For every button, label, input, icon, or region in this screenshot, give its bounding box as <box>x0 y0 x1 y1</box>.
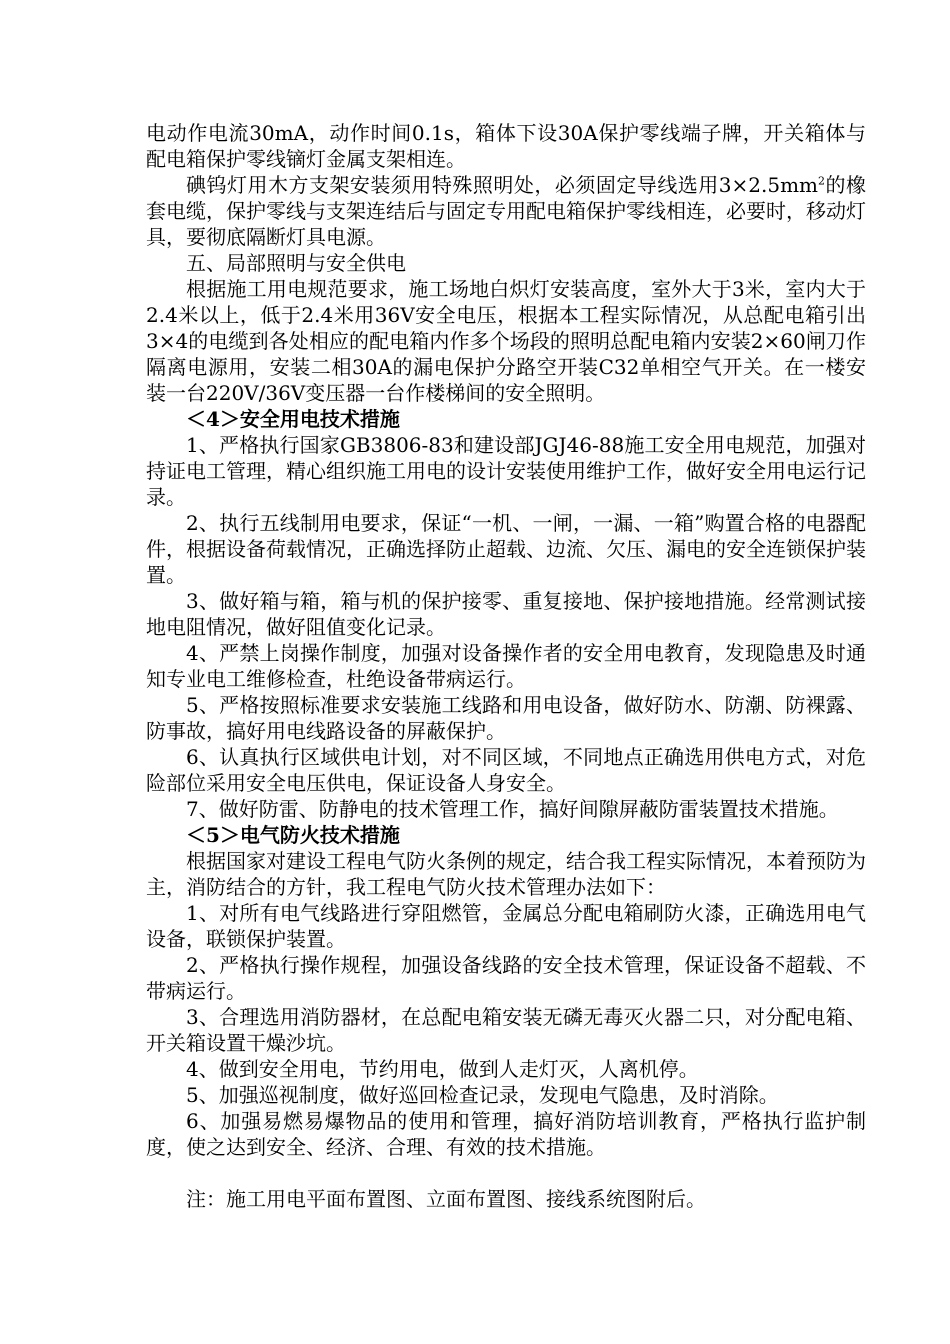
blank-line <box>146 1160 866 1186</box>
paragraph: 4、严禁上岗操作制度，加强对设备操作者的安全用电教育，发现隐患及时通知专业电工维修检查，杜绝设备带病运行。 <box>146 641 866 691</box>
paragraph-text: 的橡套电缆，保护零线与支架连结后与固定专用配电箱保护零线相连，必要时，移动灯具，要彻底隔断灯具电源。 <box>146 173 866 249</box>
superscript: 2 <box>818 174 826 188</box>
paragraph: 2、执行五线制用电要求，保证“一机、一闸，一漏、一箱”购置合格的电器配件，根据设备荷载情况，正确选择防止超载、边流、欠压、漏电的安全连锁保护装置。 <box>146 511 866 587</box>
paragraph: 根据国家对建设工程电气防火条例的规定，结合我工程实际情况，本着预防为主，消防结合的方针，我工程电气防火技术管理办法如下： <box>146 849 866 899</box>
paragraph: 1、严格执行国家GB3806-83和建设部JGJ46-88施工安全用电规范，加强对持证电工管理，精心组织施工用电的设计安装使用维护工作，做好安全用电运行记录。 <box>146 433 866 509</box>
paragraph: 6、加强易燃易爆物品的使用和管理，搞好消防培训教育，严格执行监护制度，使之达到安全、经济、合理、有效的技术措施。 <box>146 1109 866 1159</box>
paragraph: 五、局部照明与安全供电 <box>186 251 406 275</box>
paragraph-text: 碘钨灯用木方支架安装须用特殊照明处，必须固定导线选用3×2.5mm <box>186 173 819 197</box>
paragraph: 根据施工用电规范要求，施工场地白炽灯安装高度，室外大于3米，室内大于2.4米以上，低于2.4米用36V安全电压，根据本工程实际情况，从总配电箱引出3×4的电缆到各处相应的配电箱内作多个场段的照明总配电箱内安装2×60闸刀作隔离电源用，安装二相30A的漏电保护分路空开装C32单相空气开关。在一楼安装一台220V/36V变压器一台作楼梯间的安全照明。 <box>146 277 866 405</box>
paragraph: 注：施工用电平面布置图、立面布置图、接线系统图附后。 <box>186 1187 706 1211</box>
paragraph: 5、加强巡视制度，做好巡回检查记录，发现电气隐患，及时消除。 <box>186 1083 779 1107</box>
paragraph: 5、严格按照标准要求安装施工线路和用电设备，做好防水、防潮、防裸露、防事故，搞好用电线路设备的屏蔽保护。 <box>146 693 866 743</box>
paragraph: 3、做好箱与箱，箱与机的保护接零、重复接地、保护接地措施。经常测试接地电阻情况，做好阻值变化记录。 <box>146 589 866 639</box>
paragraph: 4、做到安全用电，节约用电，做到人走灯灭，人离机停。 <box>186 1057 699 1081</box>
paragraph: 6、认真执行区域供电计划，对不同区域，不同地点正确选用供电方式，对危险部位采用安全电压供电，保证设备人身安全。 <box>146 745 866 795</box>
paragraph: 电动作电流30mA，动作时间0.1s，箱体下设30A保护零线端子牌，开关箱体与配电箱保护零线镝灯金属支架相连。 <box>146 121 866 171</box>
paragraph: 1、对所有电气线路进行穿阻燃管，金属总分配电箱刷防火漆，正确选用电气设备，联锁保护装置。 <box>146 901 866 951</box>
section-heading: ＜5＞电气防火技术措施 <box>186 823 400 847</box>
section-heading: ＜4＞安全用电技术措施 <box>186 407 400 431</box>
paragraph: 7、做好防雷、防静电的技术管理工作，搞好间隙屏蔽防雷装置技术措施。 <box>186 797 839 821</box>
paragraph: 2、严格执行操作规程，加强设备线路的安全技术管理，保证设备不超载、不带病运行。 <box>146 953 866 1003</box>
document-page <box>146 120 866 1212</box>
paragraph <box>146 172 866 250</box>
paragraph: 3、合理选用消防器材，在总配电箱安装无磷无毒灭火器二只，对分配电箱、开关箱设置干燥沙坑。 <box>146 1005 866 1055</box>
